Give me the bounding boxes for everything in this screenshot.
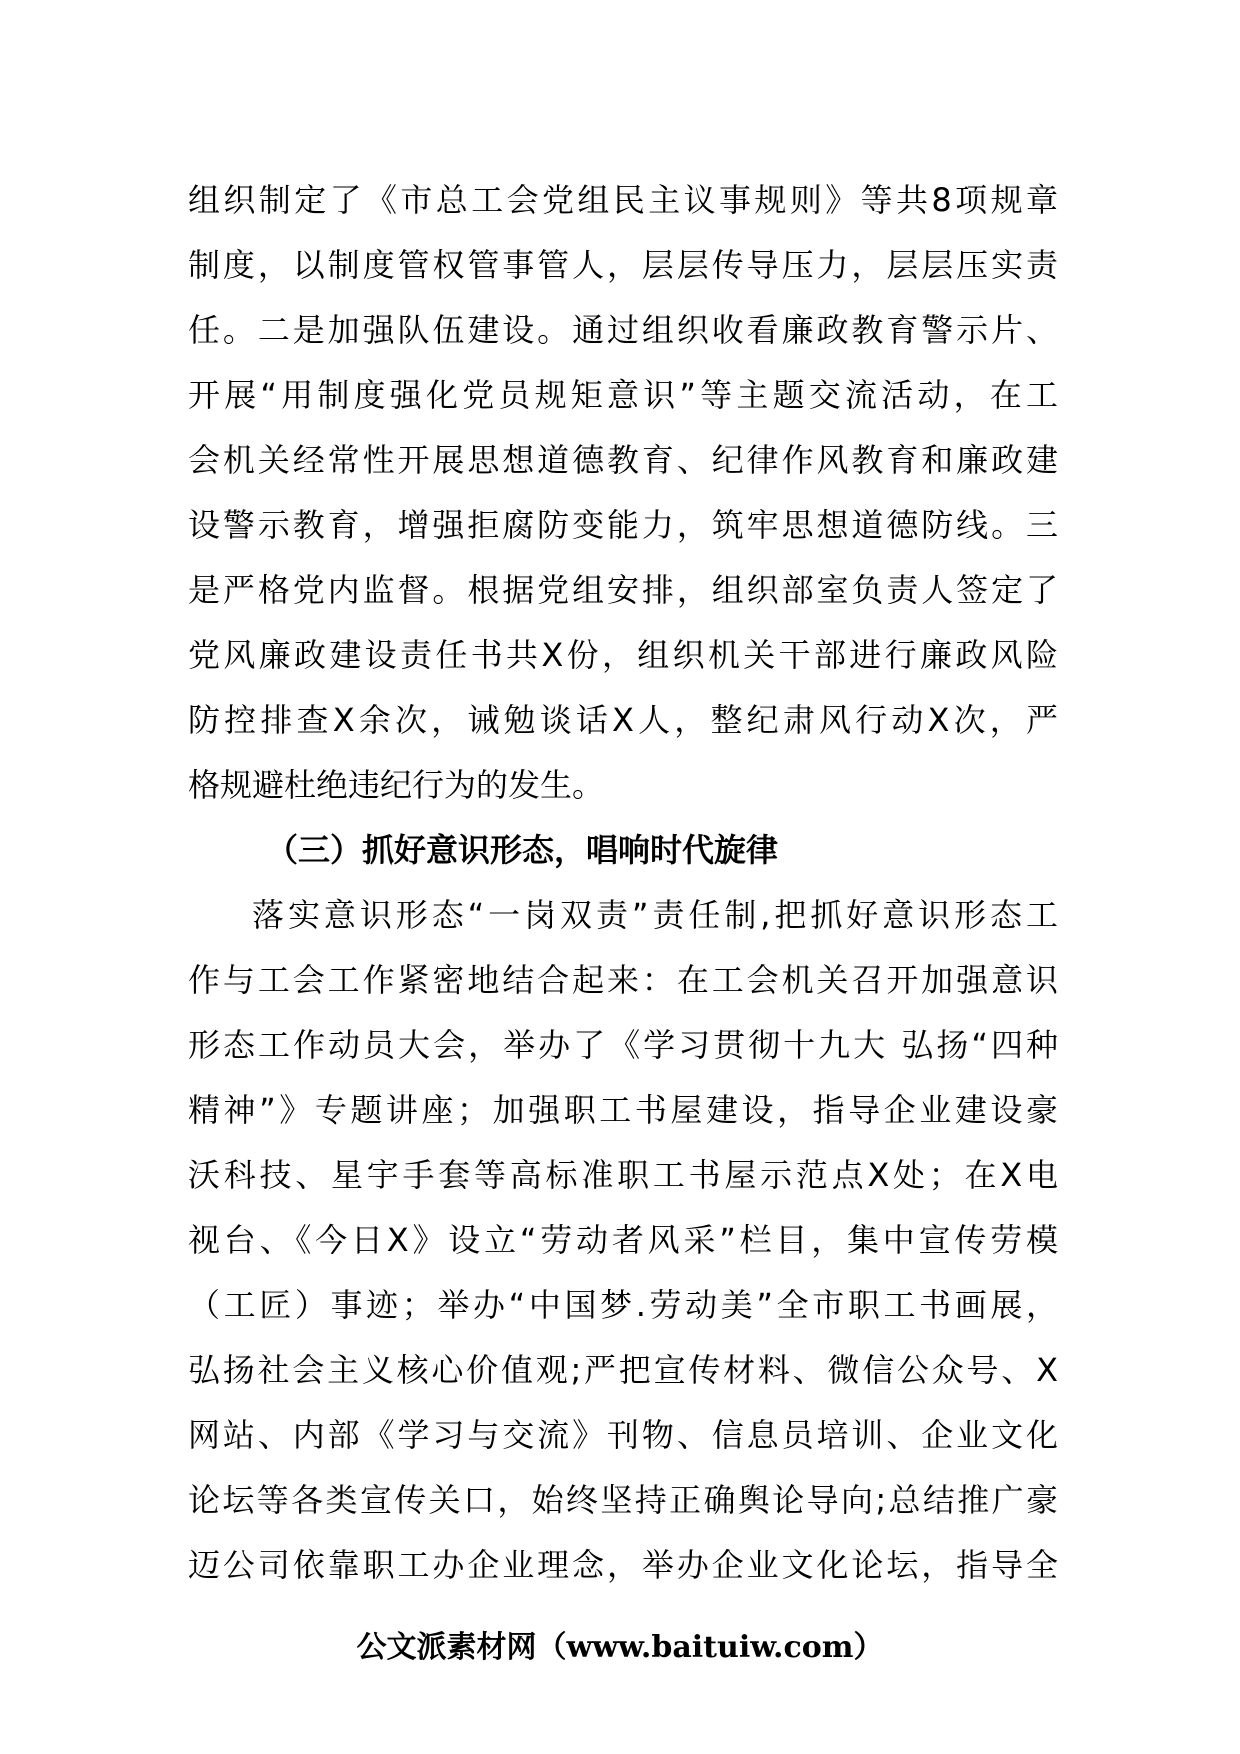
section-heading: （三）抓好意识形态，唱响时代旋律	[266, 831, 779, 869]
paragraph-line: 视台、《今日X》设立“劳动者风采”栏目，集中宣传劳模	[188, 1221, 1058, 1259]
paragraph-line: 精神”》专题讲座；加强职工书屋建设，指导企业建设豪	[188, 1091, 1058, 1129]
paragraph-line: 制度，以制度管权管事管人，层层传导压力，层层压实责	[188, 246, 1058, 284]
paragraph-line: 论坛等各类宣传关口，始终坚持正确舆论导向;总结推广豪	[188, 1481, 1058, 1519]
paragraph-line: 格规避杜绝违纪行为的发生。	[188, 766, 605, 804]
paragraph-line: 会机关经常性开展思想道德教育、纪律作风教育和廉政建	[188, 441, 1058, 479]
paragraph-line: 党风廉政建设责任书共X份，组织机关干部进行廉政风险	[188, 636, 1058, 674]
paragraph-line: 沃科技、星宇手套等高标准职工书屋示范点X处；在X电	[188, 1156, 1058, 1194]
document-body	[188, 168, 1058, 1598]
paragraph-line: （工匠）事迹；举办“中国梦.劳动美”全市职工书画展，	[188, 1286, 1058, 1324]
paragraph-line: 防控排查X余次，诫勉谈话X人，整纪肃风行动X次，严	[188, 701, 1058, 739]
paragraph-line: 网站、内部《学习与交流》刊物、信息员培训、企业文化	[188, 1416, 1058, 1454]
paragraph-line: 组织制定了《市总工会党组民主议事规则》等共8项规章	[188, 181, 1058, 219]
paragraph-line: 落实意识形态“一岗双责”责任制,把抓好意识形态工	[252, 896, 1058, 934]
paragraph-line: 任。二是加强队伍建设。通过组织收看廉政教育警示片、	[188, 311, 1058, 349]
paragraph-line: 开展“用制度强化党员规矩意识”等主题交流活动，在工	[188, 376, 1058, 414]
paragraph-line: 作与工会工作紧密地结合起来：在工会机关召开加强意识	[188, 961, 1058, 999]
paragraph-line: 弘扬社会主义核心价值观;严把宣传材料、微信公众号、X	[188, 1351, 1058, 1389]
paragraph-line: 迈公司依靠职工办企业理念，举办企业文化论坛，指导全	[188, 1546, 1058, 1584]
paragraph-line: 设警示教育，增强拒腐防变能力，筑牢思想道德防线。三	[188, 506, 1058, 544]
paragraph-line: 是严格党内监督。根据党组安排，组织部室负责人签定了	[188, 571, 1058, 609]
page-footer-watermark: 公文派素材网（www.baituiw.com）	[356, 1630, 884, 1665]
paragraph-line: 形态工作动员大会，举办了《学习贯彻十九大 弘扬“四种	[188, 1026, 1058, 1064]
